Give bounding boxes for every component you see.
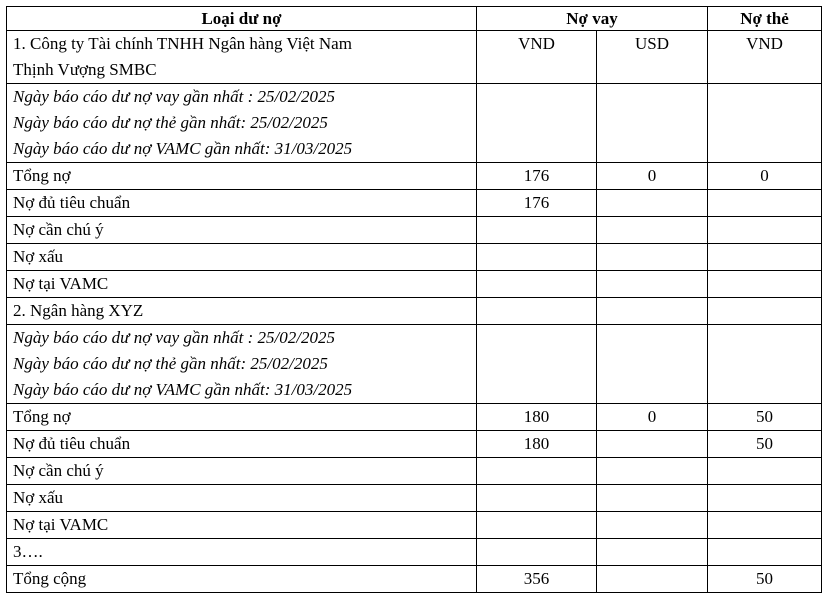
table-row (7, 271, 822, 298)
cell-vnd-card (708, 485, 822, 512)
cell-vnd-card (708, 271, 822, 298)
table-row (7, 485, 822, 512)
header-row (7, 7, 822, 31)
cell-vnd-card (708, 217, 822, 244)
cell-vnd-loan (477, 512, 597, 539)
cell-vnd-card (708, 190, 822, 217)
table-row (7, 431, 822, 458)
section-1-title (7, 31, 477, 84)
row-label: Tổng nợ (7, 163, 477, 190)
section-2-report-dates (7, 325, 477, 404)
cell-usd-loan (597, 217, 708, 244)
section-1-title-line1: 1. Công ty Tài chính TNHH Ngân hàng Việt Nam (13, 34, 352, 53)
cell-usd-loan: 0 (597, 404, 708, 431)
cell-vnd-card (708, 512, 822, 539)
cell-usd-loan (597, 485, 708, 512)
section-1-report-dates (7, 84, 477, 163)
row-label: Nợ cần chú ý (7, 217, 477, 244)
row-label: Tổng nợ (7, 404, 477, 431)
section-2-title: 2. Ngân hàng XYZ (7, 298, 477, 325)
table-row (7, 458, 822, 485)
row-label: Nợ xấu (7, 485, 477, 512)
cell-usd-loan (597, 244, 708, 271)
section-1-title-line2: Thịnh Vượng SMBC (13, 60, 157, 79)
section-2-title-row (7, 298, 822, 325)
card-report-date: Ngày báo cáo dư nợ thẻ gần nhất: 25/02/2025 (13, 113, 328, 132)
table-row (7, 512, 822, 539)
cell-vnd-loan (477, 458, 597, 485)
currency-vnd-card: VND (708, 31, 822, 84)
cell-vnd-loan (477, 244, 597, 271)
cell-vnd-card: 50 (708, 404, 822, 431)
grand-total-usd-loan (597, 566, 708, 593)
cell-usd-loan: 0 (597, 163, 708, 190)
cell-vnd-card (708, 244, 822, 271)
section-1-dates-row (7, 84, 822, 163)
table-row (7, 217, 822, 244)
cell-vnd-loan (477, 485, 597, 512)
cell-vnd-loan: 180 (477, 404, 597, 431)
table-row (7, 404, 822, 431)
header-loans: Nợ vay (477, 7, 708, 31)
currency-vnd-loan: VND (477, 31, 597, 84)
vamc-report-date: Ngày báo cáo dư nợ VAMC gần nhất: 31/03/2025 (13, 380, 353, 399)
cell-vnd-card (708, 458, 822, 485)
cell-vnd-loan (477, 271, 597, 298)
row-label: Nợ đủ tiêu chuẩn (7, 431, 477, 458)
grand-total-vnd-loan: 356 (477, 566, 597, 593)
currency-usd-loan: USD (597, 31, 708, 84)
card-report-date: Ngày báo cáo dư nợ thẻ gần nhất: 25/02/2025 (13, 354, 328, 373)
loan-report-date: Ngày báo cáo dư nợ vay gần nhất : 25/02/2025 (13, 328, 335, 347)
grand-total-label: Tổng cộng (7, 566, 477, 593)
cell-usd-loan (597, 190, 708, 217)
row-label: Nợ cần chú ý (7, 458, 477, 485)
section-1-title-row (7, 31, 822, 84)
cell-usd-loan (597, 458, 708, 485)
loan-report-date: Ngày báo cáo dư nợ vay gần nhất : 25/02/2025 (13, 87, 335, 106)
cell-vnd-loan: 176 (477, 163, 597, 190)
cell-vnd-card: 0 (708, 163, 822, 190)
cell-usd-loan (597, 512, 708, 539)
table-row (7, 190, 822, 217)
section-3-title-row (7, 539, 822, 566)
cell-usd-loan (597, 271, 708, 298)
cell-vnd-loan: 176 (477, 190, 597, 217)
grand-total-row (7, 566, 822, 593)
table-row (7, 163, 822, 190)
row-label: Nợ đủ tiêu chuẩn (7, 190, 477, 217)
cell-vnd-card: 50 (708, 431, 822, 458)
grand-total-vnd-card: 50 (708, 566, 822, 593)
table-row (7, 244, 822, 271)
cell-vnd-loan (477, 217, 597, 244)
header-debt-type: Loại dư nợ (7, 7, 477, 31)
row-label: Nợ tại VAMC (7, 271, 477, 298)
row-label: Nợ tại VAMC (7, 512, 477, 539)
vamc-report-date: Ngày báo cáo dư nợ VAMC gần nhất: 31/03/2025 (13, 139, 353, 158)
row-label: Nợ xấu (7, 244, 477, 271)
section-3-title: 3…. (7, 539, 477, 566)
cell-usd-loan (597, 431, 708, 458)
header-cards: Nợ thẻ (708, 7, 822, 31)
debt-report-table (6, 6, 822, 593)
cell-vnd-loan: 180 (477, 431, 597, 458)
section-2-dates-row (7, 325, 822, 404)
